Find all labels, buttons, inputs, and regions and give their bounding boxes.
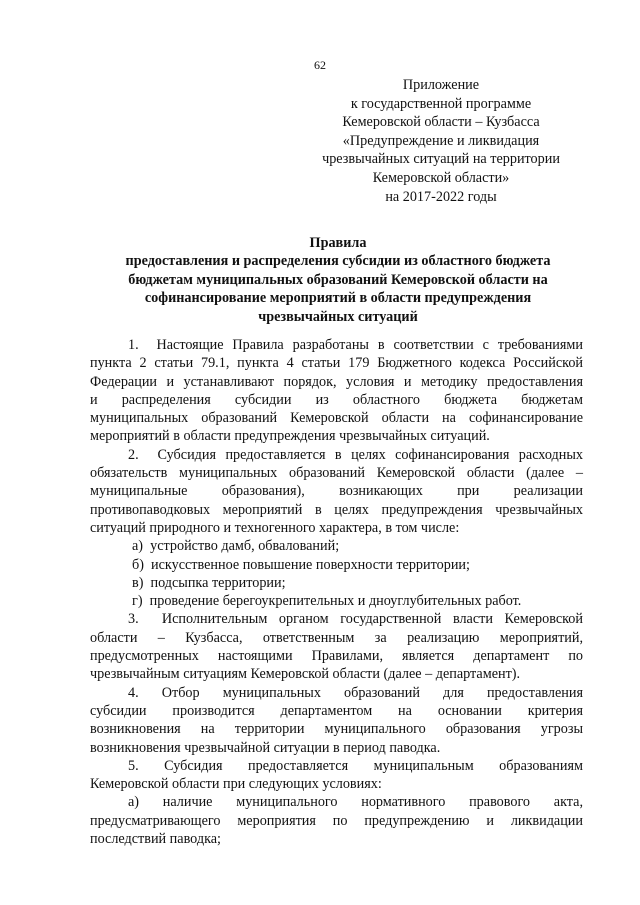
text-line: обязательств муниципальных образований Кемеровской области (далее – (90, 465, 583, 482)
text-line: муниципальные образования), возникающих при реализации (90, 483, 583, 500)
text-line: Кемеровской области при следующих условиях: (90, 776, 382, 793)
appendix-line: чрезвычайных ситуаций на территории (322, 151, 560, 168)
list-item: в) подсыпка территории; (132, 574, 286, 591)
text-line: Федерации и устанавливают порядок, условия и методику предоставления (90, 373, 583, 390)
text-line: субсидии производится департаментом на основании критерия (90, 702, 583, 719)
document-body (90, 336, 583, 848)
page-number: 62 (314, 58, 326, 72)
text-line: области – Кузбасса, ответственным за реализацию мероприятий, (90, 629, 583, 646)
text-line: 1. Настоящие Правила разработаны в соответствии с требованиями (128, 337, 583, 353)
paragraph-3 (90, 610, 583, 683)
list-item: б) искусственное повышение поверхности территории; (132, 556, 470, 573)
text-line: последствий паводка; (90, 831, 221, 848)
appendix-line: к государственной программе (350, 95, 532, 112)
paragraph-1 (90, 336, 583, 446)
document-title (88, 234, 588, 326)
paragraph-5 (90, 757, 583, 794)
text-line: муниципальных образований Кемеровской области на софинансирование (90, 410, 583, 427)
text-line: а) наличие муниципального нормативного правового акта, (128, 794, 583, 811)
text-line: предусмотренных настоящими Правилами, является департамент по (90, 648, 583, 665)
measures-list (90, 537, 583, 610)
title-line: чрезвычайных ситуаций (258, 308, 418, 325)
appendix-header (300, 76, 582, 206)
text-line: 5. Субсидия предоставляется муниципальным образованиям (128, 757, 583, 774)
text-line: пункта 2 статьи 79.1, пункта 4 статьи 179 Бюджетного кодекса Российской (90, 355, 583, 372)
paragraph-4 (90, 684, 583, 757)
text-line: 4. Отбор муниципальных образований для предоставления (128, 684, 583, 701)
title-line: Правила (309, 235, 367, 251)
text-line: чрезвычайным ситуациям Кемеровской области (далее – департамент). (90, 666, 521, 683)
text-line: возникновения на территории муниципального образования угрозы (90, 721, 583, 738)
paragraph-2 (90, 446, 583, 537)
text-line: ситуаций природного и техногенного характера, в том числе: (90, 519, 460, 536)
list-item: г) проведение берегоукрепительных и дноуглубительных работ. (132, 593, 522, 610)
appendix-line: «Предупреждение и ликвидация (342, 132, 540, 149)
paragraph-5a (90, 793, 583, 848)
text-line: и распределения субсидии из областного бюджета бюджетам (90, 391, 583, 408)
title-line: бюджетам муниципальных образований Кемеровской области на (128, 271, 548, 288)
appendix-line: Кемеровской области» (372, 169, 510, 186)
text-line: предусматривающего мероприятия по предупреждению и ликвидации (90, 812, 583, 829)
text-line: 3. Исполнительным органом государственной власти Кемеровской (128, 611, 583, 628)
text-line: 2. Субсидия предоставляется в целях софинансирования расходных (128, 446, 583, 463)
appendix-line: на 2017-2022 годы (385, 188, 497, 205)
list-item: а) устройство дамб, обвалований; (132, 538, 340, 555)
title-line: софинансирование мероприятий в области предупреждения (144, 290, 532, 307)
appendix-line: Кемеровской области – Кузбасса (342, 114, 540, 131)
title-line: предоставления и распределения субсидии из областного бюджета (125, 253, 551, 270)
text-line: возникновения чрезвычайной ситуации в период паводка. (90, 739, 441, 756)
text-line: противопаводковых мероприятий в целях предупреждения чрезвычайных (90, 501, 583, 518)
appendix-line: Приложение (402, 77, 480, 93)
text-line: мероприятий в области предупреждения чрезвычайных ситуаций. (90, 428, 490, 445)
